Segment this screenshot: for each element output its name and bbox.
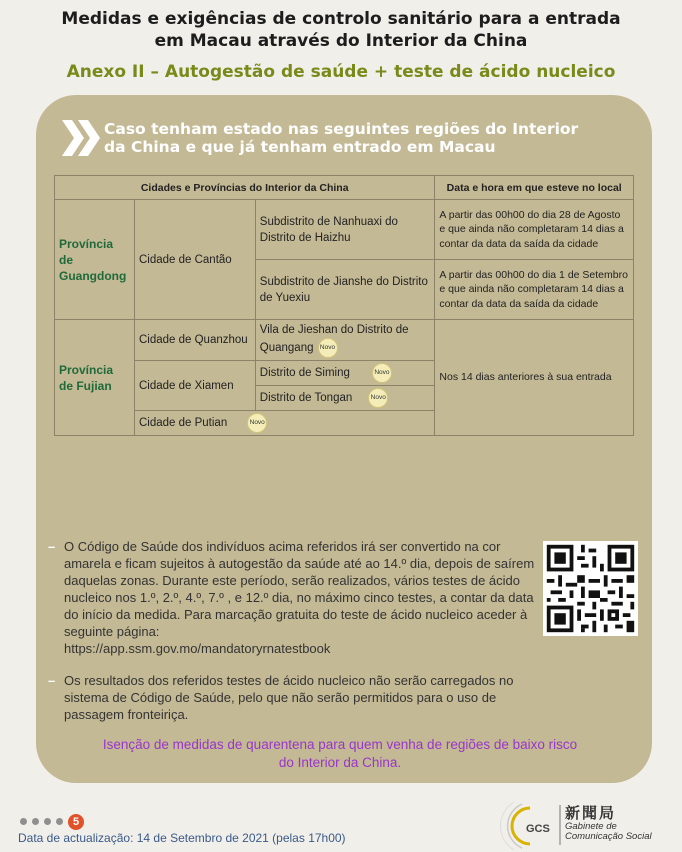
- page-dot[interactable]: [32, 818, 39, 825]
- page-title: [0, 8, 682, 52]
- subtitle-line-2: da China e que já tenham entrado em Macau: [104, 138, 496, 156]
- table-row: [55, 200, 634, 260]
- logo-portuguese-text: [565, 822, 652, 842]
- title-line-2: em Macau através do Interior da China: [154, 31, 528, 51]
- new-badge: Novo: [372, 363, 392, 383]
- logo-abbreviation: GCS: [526, 823, 550, 835]
- qr-code: [543, 541, 638, 636]
- title-line-1: Medidas e exigências de controlo sanitário para a entrada: [61, 9, 621, 29]
- district-nanhuaxi: Subdistrito de Nanhuaxi do Distrito de Haizhu: [255, 200, 435, 260]
- district-siming-cell: [255, 361, 435, 386]
- district-tongan: Distrito de Tongan: [259, 392, 353, 405]
- note-health-code: [48, 538, 538, 657]
- page-dot[interactable]: [56, 818, 63, 825]
- district-siming: Distrito de Siming: [259, 367, 350, 380]
- logo-line-1: Gabinete de: [565, 821, 617, 832]
- district-jianshe: Subdistrito de Jianshe do Distrito de Yuexiu: [255, 260, 435, 320]
- city-cantao: Cidade de Cantão: [134, 200, 255, 320]
- note-2-text: Os resultados dos referidos testes de ácido nucleico não serão carregados no sistema de Código de Saúde, pelo que não serão permitidos para o uso de passagem fronteiriça.: [64, 673, 514, 722]
- date-fujian: Nos 14 dias anteriores à sua entrada: [435, 320, 634, 436]
- booking-link[interactable]: https://app.ssm.gov.mo/mandatoryrnatestbook: [64, 641, 331, 656]
- annex-title: Anexo II – Autogestão de saúde + teste de ácido nucleico: [66, 62, 616, 82]
- update-date: Data de actualização: 14 de Setembro de 2021 (pelas 17h00): [18, 831, 346, 845]
- note-test-results: [48, 672, 538, 723]
- page-dot[interactable]: [20, 818, 27, 825]
- district-tongan-cell: [255, 386, 435, 411]
- table-header-row: [55, 176, 634, 200]
- logo-chinese-text: 新聞局: [565, 804, 617, 822]
- city-putian: Cidade de Putian: [138, 417, 228, 430]
- new-badge: Novo: [247, 413, 267, 433]
- subtitle-line-1: Caso tenham estado nas seguintes regiões do Interior: [104, 120, 579, 138]
- subtitle: [104, 120, 644, 156]
- logo-line-2: Comunicação Social: [565, 831, 652, 842]
- exemption-note: Isenção de medidas de quarentena para quem venha de regiões de baixo risco do Interior da China.: [102, 737, 578, 770]
- header-regions: Cidades e Províncias do Interior da China: [55, 176, 435, 200]
- bullet-dash: –: [48, 673, 56, 688]
- city-quanzhou: Cidade de Quanzhou: [134, 320, 255, 361]
- header-date: Data e hora em que esteve no local: [435, 176, 634, 200]
- date-jianshe: A partir das 00h00 do dia 1 de Setembro e que ainda não completaram 14 dias a contar da data da saída da cidade: [435, 260, 634, 320]
- district-jieshan: Vila de Jieshan do Distrito de Quangang: [259, 324, 409, 355]
- new-badge: Novo: [318, 338, 338, 358]
- district-jieshan-cell: [255, 320, 435, 361]
- notes: [48, 538, 538, 738]
- page-indicator: [20, 813, 89, 831]
- date-nanhuaxi: A partir das 00h00 do dia 28 de Agosto e que ainda não completaram 14 dias a contar da data da saída da cidade: [435, 200, 634, 260]
- city-putian-cell: [134, 411, 434, 436]
- new-badge: Novo: [368, 388, 388, 408]
- city-xiamen: Cidade de Xiamen: [134, 361, 255, 411]
- current-page-badge[interactable]: 5: [68, 814, 84, 830]
- regions-table: [54, 175, 634, 436]
- note-1-text: O Código de Saúde dos indivíduos acima referidos irá ser convertido na cor amarela e ficam sujeitos à autogestão da saúde até ao 14.º dia, depois de saírem daquelas zonas. Durante este período, serão realizados, vários testes de ácido nucleico nos 1.º, 2.º, 4.º, 7.º , e 12.º dia, no máximo cinco testes, a contar da data do início da medida. Para marcação gratuita do teste de ácido nucleico aceder à seguinte página:: [64, 539, 535, 639]
- table-row: [55, 320, 634, 361]
- page-dot[interactable]: [44, 818, 51, 825]
- province-fujian: Província de Fujian: [55, 320, 135, 436]
- bullet-dash: –: [48, 539, 56, 554]
- double-chevron-icon: [60, 118, 104, 158]
- province-guangdong: Província de Guangdong: [55, 200, 135, 320]
